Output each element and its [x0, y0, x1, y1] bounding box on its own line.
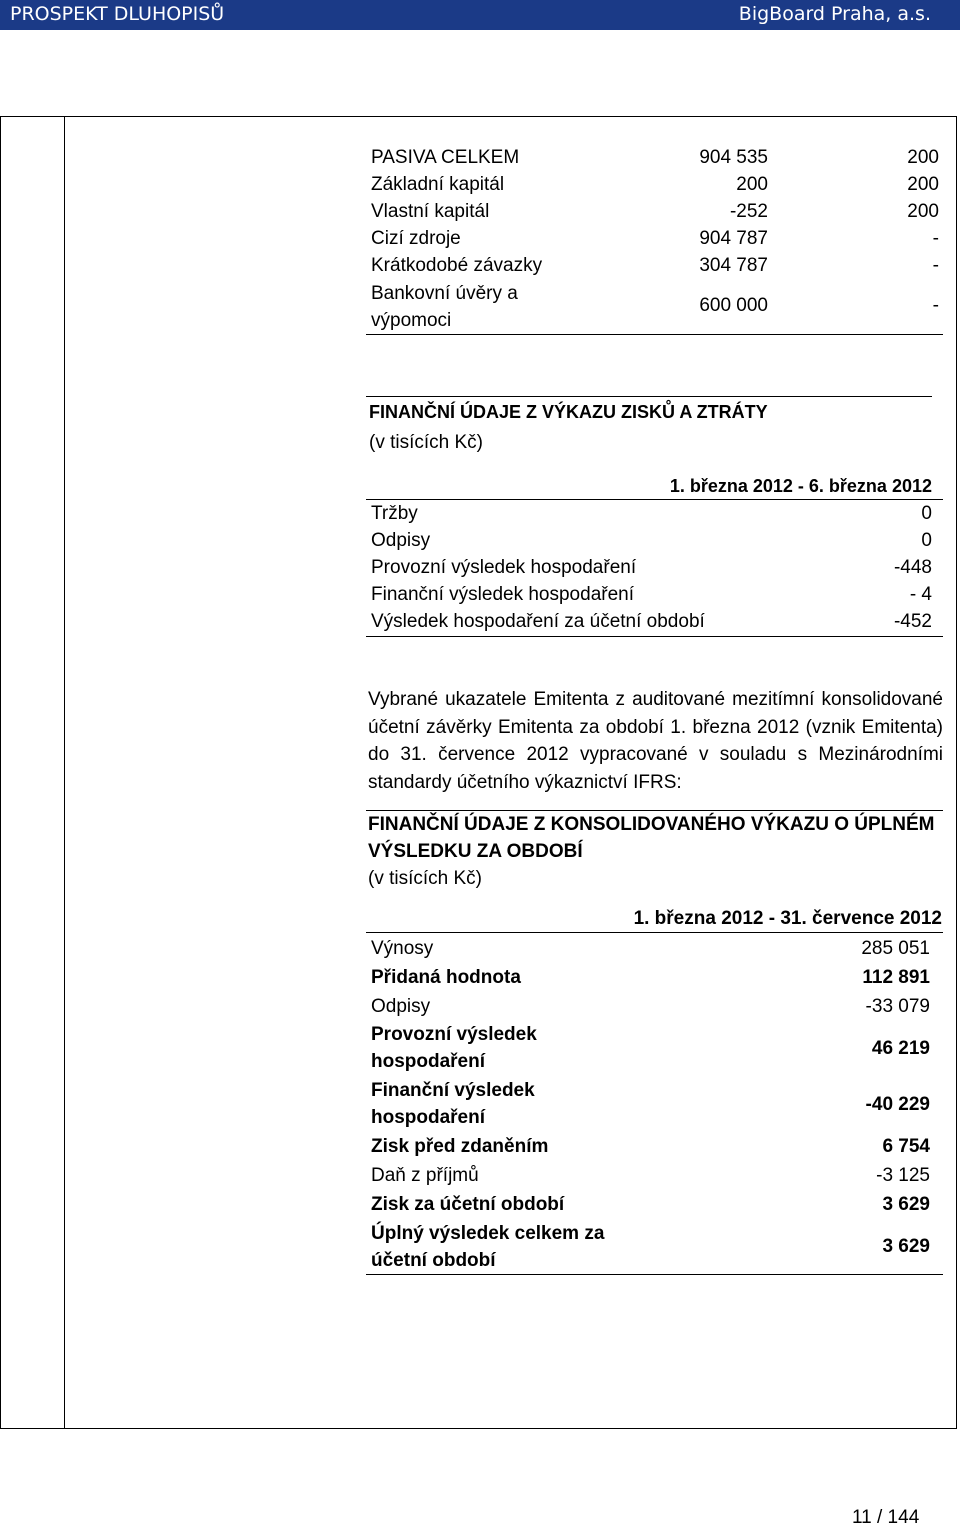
frame-left-border	[0, 116, 1, 1429]
table-cell-value: - 4	[909, 584, 932, 605]
table-row-label: Základní kapitál	[371, 174, 505, 195]
table-row-label: Odpisy	[371, 530, 431, 551]
frame-column-divider	[64, 116, 65, 1429]
table-cell-value: -	[932, 228, 939, 249]
table-row-label: Přidaná hodnota	[371, 967, 521, 988]
table-cell-value: -452	[893, 611, 932, 632]
table-cell-value: 904 787	[699, 228, 768, 249]
table-row-label: hospodaření	[371, 1051, 486, 1072]
table-row-label: Provozní výsledek hospodaření	[371, 557, 637, 578]
table-cell-value: 0	[921, 530, 932, 551]
section-title: FINANČNÍ ÚDAJE Z VÝKAZU ZISKŮ A ZTRÁTY	[369, 402, 768, 422]
document-title: PROSPEKT DLUHOPISŮ	[10, 3, 225, 25]
table-row-label: PASIVA CELKEM	[371, 147, 520, 168]
table-cell-value: 46 219	[871, 1038, 930, 1059]
table-row-label: Bankovní úvěry a	[371, 283, 518, 304]
table-row-label: Daň z příjmů	[371, 1165, 479, 1186]
table-row-label: Výnosy	[371, 938, 434, 959]
section-title: VÝSLEDKU ZA OBDOBÍ	[368, 841, 583, 862]
table-bottom-rule	[366, 334, 943, 335]
table-cell-value: -	[932, 255, 939, 276]
table-cell-value: 285 051	[861, 938, 930, 959]
period-header: 1. března 2012 - 31. července 2012	[633, 908, 942, 929]
table-cell-value: -252	[729, 201, 768, 222]
table-bottom-rule	[366, 636, 943, 637]
table-row-label: Výsledek hospodaření za účetní období	[371, 611, 705, 632]
table-cell-value: -33 079	[865, 996, 930, 1017]
table-row-label: účetní období	[371, 1250, 496, 1271]
table-cell-value: 3 629	[882, 1236, 930, 1257]
table-row-label: Vlastní kapitál	[371, 201, 490, 222]
section-title: FINANČNÍ ÚDAJE Z KONSOLIDOVANÉHO VÝKAZU O ÚPLNÉM	[368, 814, 935, 835]
table-row-label: Zisk za účetní období	[371, 1194, 565, 1215]
company-name: BigBoard Praha, a.s.	[738, 3, 931, 25]
table-cell-value: -448	[893, 557, 932, 578]
table-cell-value: -40 229	[865, 1094, 930, 1115]
table-row-label: Cizí zdroje	[371, 228, 461, 249]
table-row-label: Tržby	[371, 503, 418, 524]
table-cell-value: 0	[921, 503, 932, 524]
page-number: 11 / 144	[852, 1507, 920, 1528]
table-cell-value: 200	[907, 174, 939, 195]
table-cell-value: 6 754	[882, 1136, 930, 1157]
header-bar	[0, 0, 960, 30]
table-row-label: Odpisy	[371, 996, 431, 1017]
intro-paragraph: Vybrané ukazatele Emitenta z auditované mezitímní konsolidované účetní závěrky Emitenta za období 1. března 2012 (vznik Emitenta) do 31. července 2012 vypracované v souladu s Mezinárodními standardy účetního výkaznictví IFRS:	[368, 689, 943, 793]
period-header: 1. března 2012 - 6. března 2012	[669, 476, 932, 496]
table-row-label: Úplný výsledek celkem za	[371, 1223, 605, 1244]
table-row-label: Krátkodobé závazky	[371, 255, 543, 276]
table-cell-value: 112 891	[862, 967, 930, 988]
section-unit: (v tisících Kč)	[368, 868, 483, 889]
section-unit: (v tisících Kč)	[369, 432, 484, 453]
table-row-label: Zisk před zdaněním	[371, 1136, 549, 1157]
table-cell-value: 200	[736, 174, 768, 195]
table-cell-value: 3 629	[882, 1194, 930, 1215]
table-cell-value: -3 125	[876, 1165, 930, 1186]
table-bottom-rule	[366, 1274, 943, 1275]
table-cell-value: -	[932, 295, 939, 316]
table-cell-value: 200	[907, 201, 939, 222]
table-row-label: Finanční výsledek	[371, 1080, 535, 1101]
table-cell-value: 600 000	[699, 295, 768, 316]
table-cell-value: 904 535	[699, 147, 768, 168]
period-header-rule	[366, 932, 943, 933]
table-row-label: Provozní výsledek	[371, 1024, 537, 1045]
table-row-label: hospodaření	[371, 1107, 486, 1128]
section-top-rule	[366, 396, 932, 397]
table-cell-value: 200	[907, 147, 939, 168]
table-row-label: Finanční výsledek hospodaření	[371, 584, 634, 605]
table-row-label: výpomoci	[371, 310, 452, 331]
table-cell-value: 304 787	[699, 255, 768, 276]
